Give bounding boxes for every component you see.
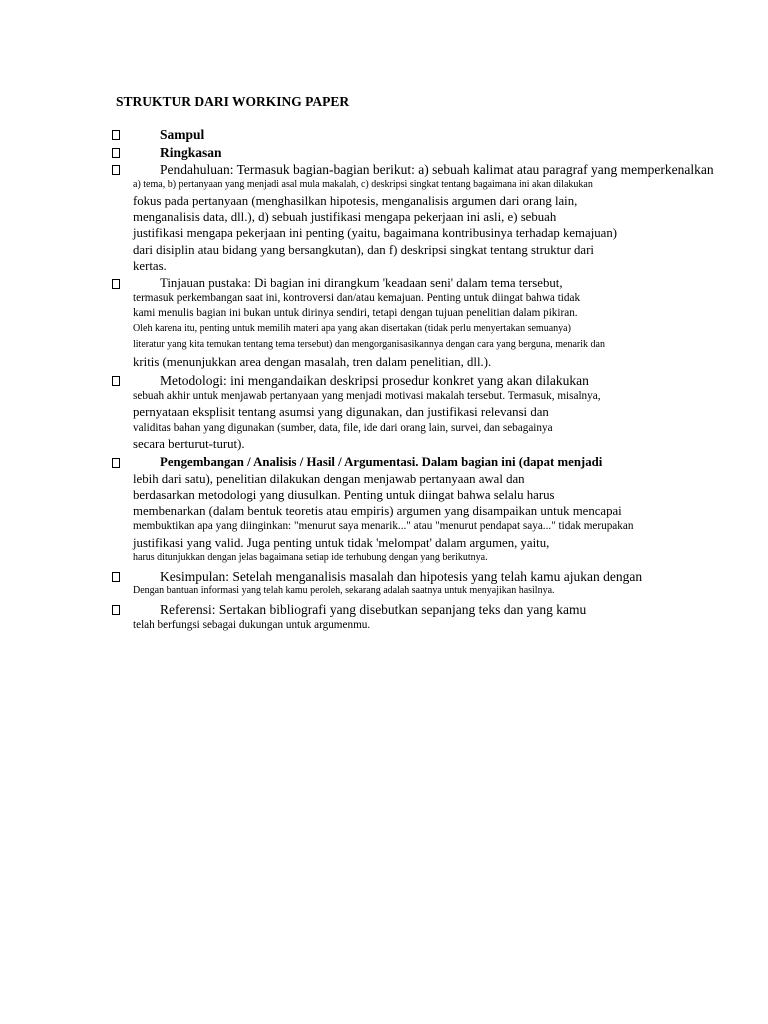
bullet-box-icon [112,605,120,615]
item-line: literatur yang kita temukan tentang tema tersebut) dan mengorganisasikannya dengan cara yang berguna, menarik dan [133,339,605,350]
item-line: kritis (menunjukkan area dengan masalah, tren dalam penelitian, dll.). [133,355,492,369]
bullet-box-icon [112,165,120,175]
item-line: lebih dari satu), penelitian dilakukan dengan menjawab pertanyaan awal dan [133,472,525,486]
page-title: STRUKTUR DARI WORKING PAPER [116,94,350,109]
item-line: kertas. [133,259,167,273]
item-line: Oleh karena itu, penting untuk memilih materi apa yang akan disertakan (tidak perlu menyertakan semuanya) [133,323,571,334]
bullet-box-icon [112,572,120,582]
bullet-box-icon [112,376,120,386]
item-line: sebuah akhir untuk menjawab pertanyaan yang menjadi motivasi makalah tersebut. Termasuk, misalnya, [133,390,601,402]
item-line: Pendahuluan: Termasuk bagian-bagian berikut: a) sebuah kalimat atau paragraf yang memperkenalkan [160,162,714,177]
item-line: pernyataan eksplisit tentang asumsi yang digunakan, dan justifikasi relevansi dan [133,405,549,419]
item-line: Pengembangan / Analisis / Hasil / Argumentasi. Dalam bagian ini (dapat menjadi [160,455,603,469]
item-line: justifikasi yang valid. Juga penting untuk tidak 'melompat' dalam argumen, yaitu, [133,536,550,550]
item-line: berdasarkan metodologi yang diusulkan. Penting untuk diingat bahwa selalu harus [133,488,555,502]
bullet-box-icon [112,279,120,289]
item-line: secara berturut-turut). [133,437,245,451]
item-line: telah berfungsi sebagai dukungan untuk argumenmu. [133,619,371,631]
item-line: harus ditunjukkan dengan jelas bagaimana setiap ide terhubung dengan yang berikutnya. [133,552,488,563]
item-line: kami menulis bagian ini bukan untuk dirinya sendiri, tetapi dengan tujuan penelitian dalam pikiran. [133,307,578,319]
item-line: Sampul [160,127,205,142]
item-line: Tinjauan pustaka: Di bagian ini dirangkum 'keadaan seni' dalam tema tersebut, [160,276,563,290]
item-line: menganalisis data, dll.), d) sebuah justifikasi mengapa pekerjaan ini asli, e) sebuah [133,210,557,224]
item-line: Metodologi: ini mengandaikan deskripsi prosedur konkret yang akan dilakukan [160,373,589,388]
item-line: a) tema, b) pertanyaan yang menjadi asal mula makalah, c) deskripsi singkat tentang bagaimana ini akan dilakukan [133,179,593,190]
item-line: validitas bahan yang digunakan (sumber, data, file, ide dari orang lain, survei, dan sebagainya [133,422,553,434]
item-line: membenarkan (dalam bentuk teoretis atau empiris) argumen yang disampaikan untuk mencapai [133,504,622,518]
item-line: dari disiplin atau bidang yang bersangkutan), dan f) deskripsi singkat tentang struktur dari [133,243,594,257]
item-line: termasuk perkembangan saat ini, kontroversi dan/atau kemajuan. Penting untuk diingat bahwa tidak [133,292,581,304]
item-line: Kesimpulan: Setelah menganalisis masalah dan hipotesis yang telah kamu ajukan dengan [160,569,643,584]
item-line: Dengan bantuan informasi yang telah kamu peroleh, sekarang adalah saatnya untuk menyajikan hasilnya. [133,585,555,596]
item-line: Ringkasan [160,145,222,160]
bullet-box-icon [112,130,120,140]
bullet-box-icon [112,458,120,468]
item-line: membuktikan apa yang diinginkan: "menurut saya menarik..." atau "menurut pendapat saya..." tidak merupakan [133,520,634,532]
item-line: Referensi: Sertakan bibliografi yang disebutkan sepanjang teks dan yang kamu [160,602,587,617]
item-line: justifikasi mengapa pekerjaan ini penting (yaitu, bagaimana kontribusinya terhadap kemajuan) [133,226,617,240]
item-line: fokus pada pertanyaan (menghasilkan hipotesis, menganalisis argumen dari orang lain, [133,194,578,208]
bullet-box-icon [112,148,120,158]
